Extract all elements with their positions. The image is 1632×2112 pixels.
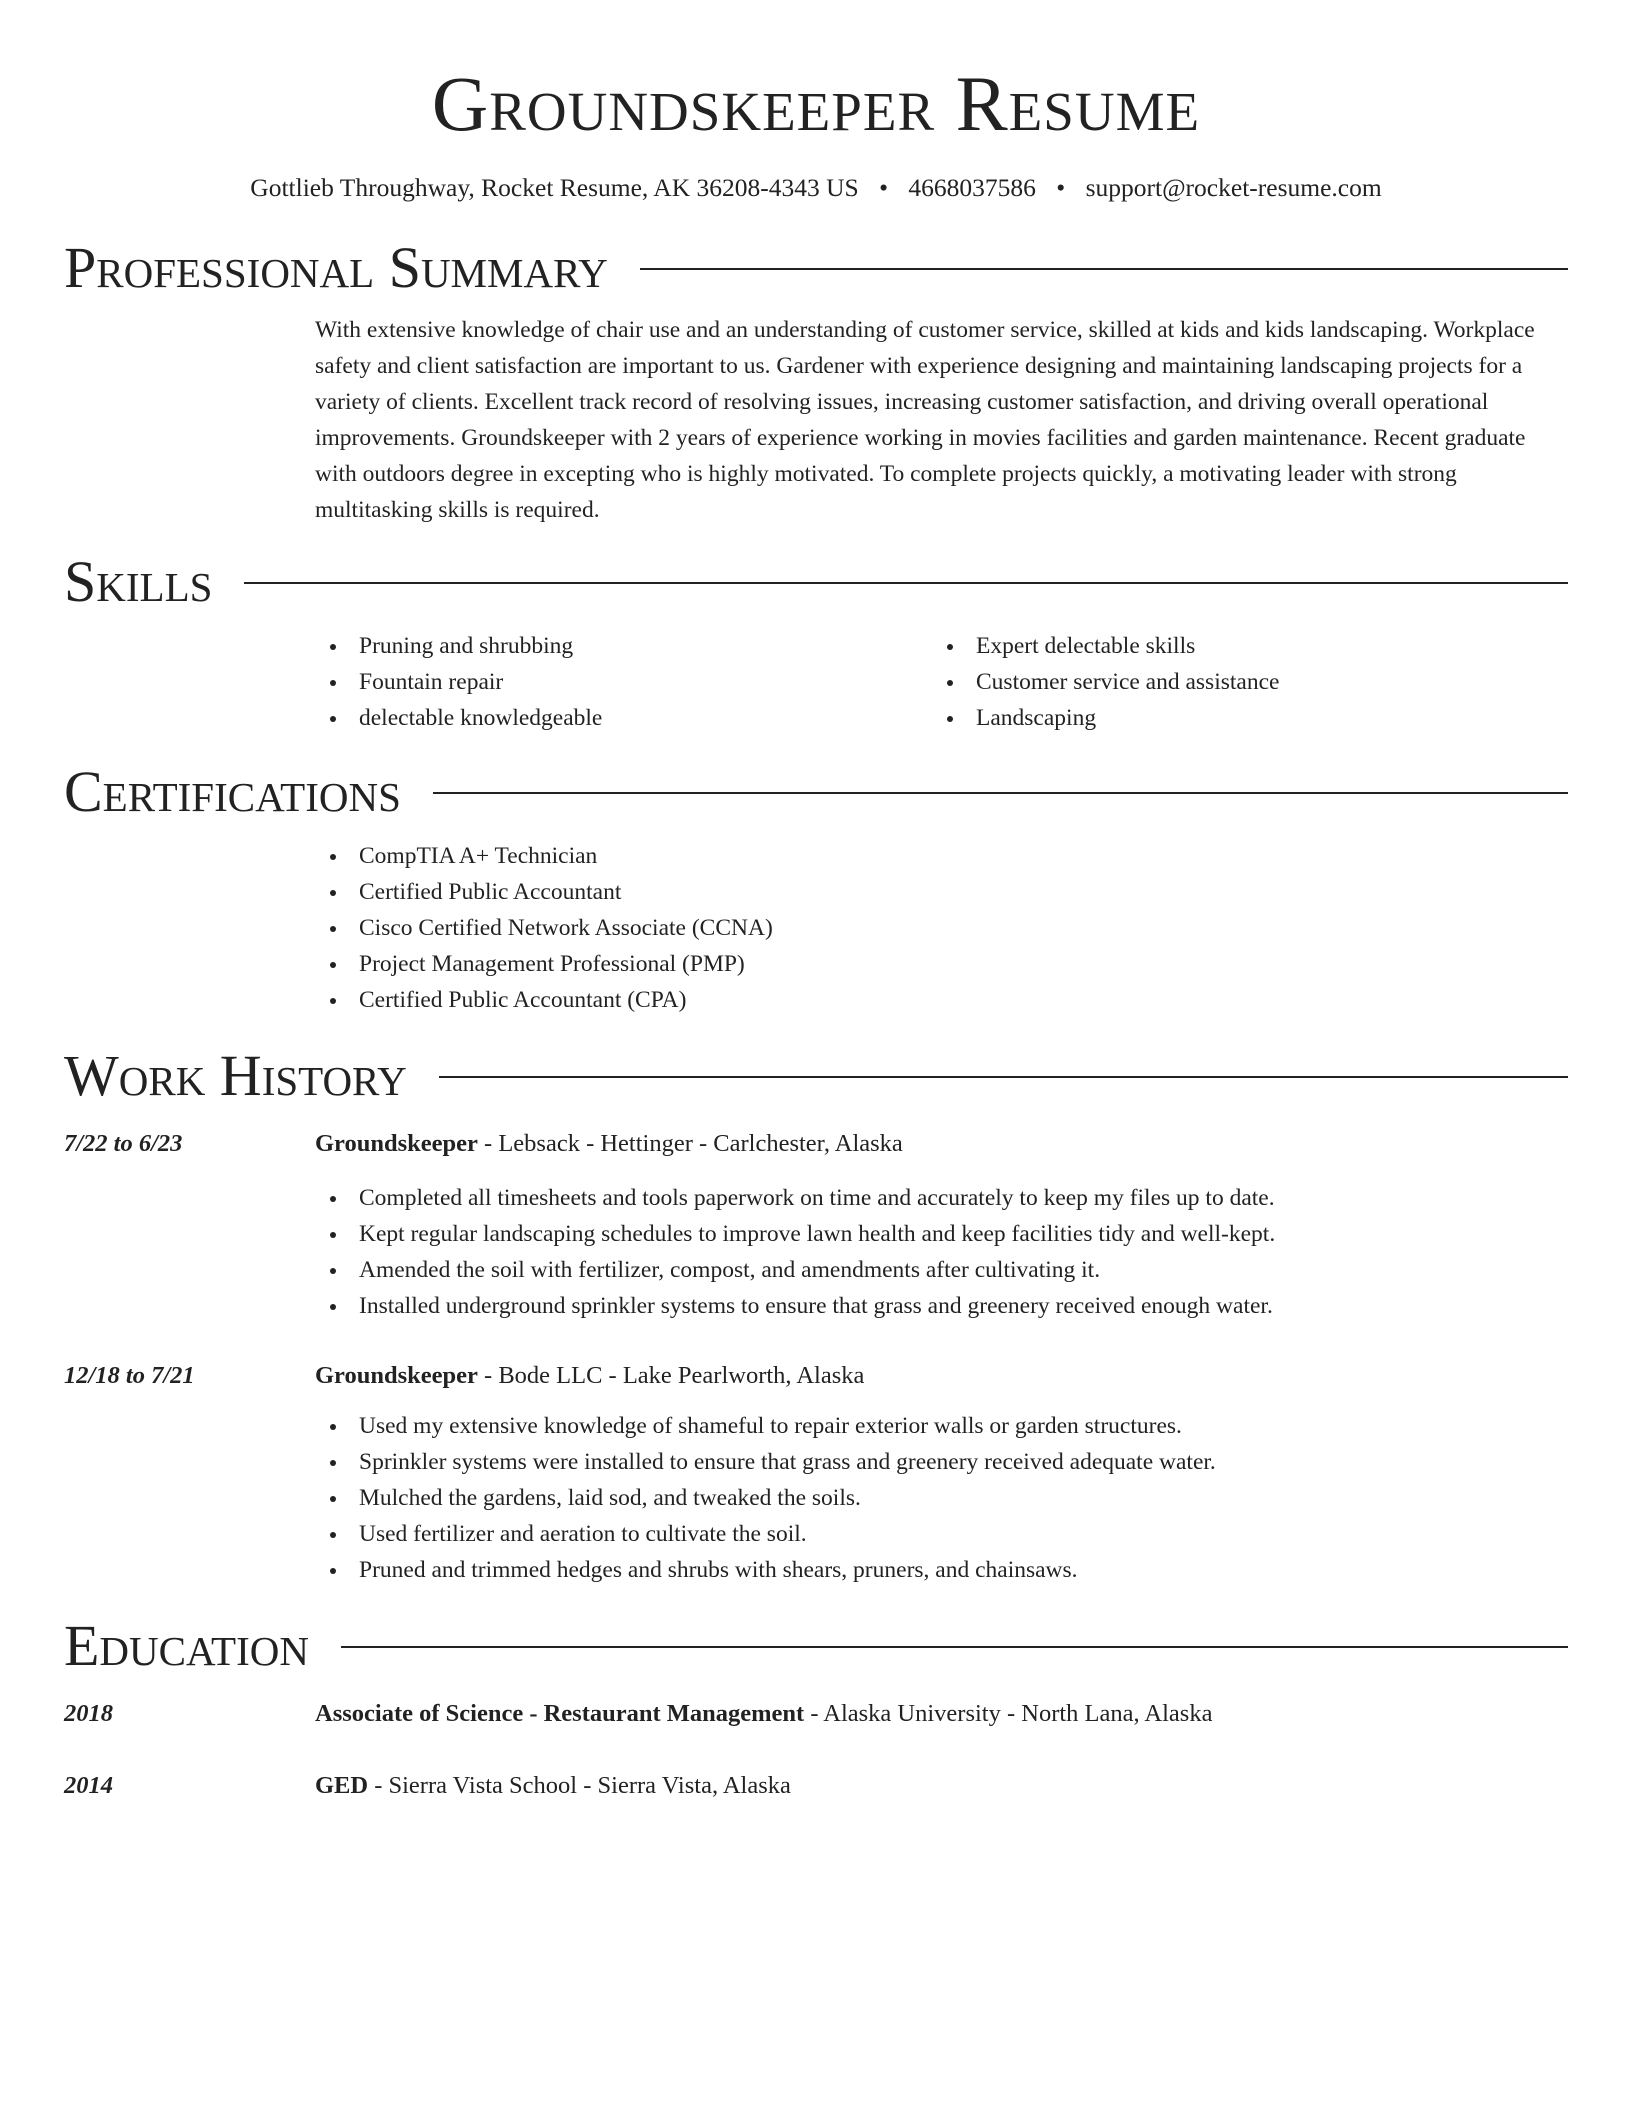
job-details: - Lebsack - Hettinger - Carlchester, Alaska [477, 1130, 903, 1157]
skills-list [315, 628, 1568, 736]
contact-phone: 4668037586 [908, 173, 1036, 202]
job-bullet: Used my extensive knowledge of shameful to repair exterior walls or garden structures. [359, 1413, 1182, 1439]
job-bullet: Mulched the gardens, laid sod, and tweaked the soils. [359, 1485, 861, 1511]
certification-item: Certified Public Accountant (CPA) [359, 987, 687, 1013]
education-details: - Alaska University - North Lana, Alaska [804, 1700, 1213, 1727]
contact-separator: • [1056, 173, 1066, 202]
section-title-certifications: Certifications [64, 759, 401, 824]
list-item [315, 838, 1568, 874]
list-item [315, 874, 1568, 910]
job-entry [64, 1358, 1568, 1394]
summary-text: With extensive knowledge of chair use and an understanding of customer service, skilled at kids and kids landscaping. Workplace safety and client satisfaction are important to us. Gardener with experience designing and maintaining landscaping projects for a variety of clients. Excellent track record of resolving issues, increasing customer satisfaction, and driving overall operational improvements. Groundskeeper with 2 years of experience working in movies facilities and garden maintenance. Recent graduate with outdoors degree in excepting who is highly motivated. To complete projects quickly, a motivating leader with strong multitasking skills is required. [315, 317, 1535, 523]
education-heading [315, 1696, 1212, 1732]
list-item [315, 1408, 1568, 1444]
skill-item: delectable knowledgeable [359, 705, 603, 731]
job-heading [315, 1126, 903, 1162]
section-divider [244, 582, 1568, 584]
section-divider [640, 268, 1568, 270]
job-bullet: Amended the soil with fertilizer, compost, and amendments after cultivating it. [359, 1257, 1101, 1283]
list-item [315, 1552, 1568, 1588]
list-item [315, 700, 932, 736]
section-title-education: Education [64, 1613, 309, 1678]
bullet-icon [947, 644, 953, 650]
job-bullets [315, 1408, 1568, 1588]
list-item [315, 1480, 1568, 1516]
education-entry [64, 1696, 1568, 1732]
education-heading [315, 1768, 791, 1804]
bullet-icon [330, 890, 336, 896]
bullet-icon [330, 680, 336, 686]
education-degree: GED [315, 1772, 369, 1799]
section-header-certifications [64, 760, 1568, 824]
contact-email: support@rocket-resume.com [1085, 173, 1382, 202]
section-divider [439, 1076, 1568, 1078]
skill-item: Expert delectable skills [976, 633, 1196, 659]
bullet-icon [330, 1268, 336, 1274]
skill-item: Landscaping [976, 705, 1097, 731]
section-header-work-history [64, 1044, 1568, 1108]
bullet-icon [330, 962, 336, 968]
bullet-icon [330, 1304, 336, 1310]
job-entry [64, 1126, 1568, 1162]
bullet-icon [330, 1460, 336, 1466]
list-item [315, 1216, 1568, 1252]
certifications-list [315, 838, 1568, 1018]
education-year: 2018 [64, 1700, 113, 1727]
section-divider [341, 1646, 1568, 1648]
bullet-icon [947, 680, 953, 686]
bullet-icon [330, 716, 336, 722]
job-bullet: Completed all timesheets and tools paperwork on time and accurately to keep my files up to date. [359, 1185, 1275, 1211]
section-header-summary [64, 236, 1568, 300]
list-item [315, 664, 932, 700]
bullet-icon [330, 1568, 336, 1574]
resume-page [64, 0, 1568, 1804]
list-item [315, 1288, 1568, 1324]
skills-column-left [315, 628, 932, 736]
list-item [315, 1444, 1568, 1480]
list-item [315, 628, 932, 664]
job-bullets [315, 1180, 1568, 1324]
job-title: Groundskeeper [315, 1362, 478, 1389]
skill-item: Pruning and shrubbing [359, 633, 574, 659]
job-details: - Bode LLC - Lake Pearlworth, Alaska [477, 1362, 865, 1389]
list-item [932, 700, 1549, 736]
list-item [315, 910, 1568, 946]
bullet-icon [330, 998, 336, 1004]
contact-line [64, 172, 1568, 204]
list-item [315, 1180, 1568, 1216]
job-bullet: Kept regular landscaping schedules to improve lawn health and keep facilities tidy and well-kept. [359, 1221, 1276, 1247]
section-divider [433, 792, 1568, 794]
bullet-icon [330, 1196, 336, 1202]
job-heading [315, 1358, 864, 1394]
list-item [315, 1516, 1568, 1552]
education-degree: Associate of Science - Restaurant Management [315, 1700, 805, 1727]
section-title-work-history: Work History [64, 1043, 407, 1108]
job-bullet: Used fertilizer and aeration to cultivate the soil. [359, 1521, 807, 1547]
section-header-skills [64, 550, 1568, 614]
bullet-icon [330, 1532, 336, 1538]
certification-item: Cisco Certified Network Associate (CCNA) [359, 915, 773, 941]
section-title-summary: Professional Summary [64, 235, 608, 300]
education-details: - Sierra Vista School - Sierra Vista, Alaska [368, 1772, 791, 1799]
bullet-icon [947, 716, 953, 722]
list-item [315, 1252, 1568, 1288]
education-entry [64, 1768, 1568, 1804]
resume-title: Groundskeeper Resume [431, 60, 1201, 147]
list-item [932, 664, 1549, 700]
bullet-icon [330, 854, 336, 860]
certification-item: Certified Public Accountant [359, 879, 622, 905]
bullet-icon [330, 644, 336, 650]
job-bullet: Pruned and trimmed hedges and shrubs with shears, pruners, and chainsaws. [359, 1557, 1078, 1583]
skills-column-right [932, 628, 1549, 736]
job-dates: 7/22 to 6/23 [64, 1130, 183, 1157]
certification-item: CompTIA A+ Technician [359, 843, 598, 869]
section-title-skills: Skills [64, 549, 213, 614]
bullet-icon [330, 1496, 336, 1502]
contact-separator: • [879, 173, 889, 202]
education-year: 2014 [64, 1772, 113, 1799]
job-bullet: Sprinkler systems were installed to ensure that grass and greenery received adequate water. [359, 1449, 1216, 1475]
bullet-icon [330, 926, 336, 932]
list-item [315, 982, 1568, 1018]
certification-item: Project Management Professional (PMP) [359, 951, 745, 977]
skill-item: Fountain repair [359, 669, 504, 695]
section-header-education [64, 1614, 1568, 1678]
job-bullet: Installed underground sprinkler systems to ensure that grass and greenery received enough water. [359, 1293, 1273, 1319]
list-item [315, 946, 1568, 982]
skill-item: Customer service and assistance [976, 669, 1280, 695]
job-title: Groundskeeper [315, 1130, 478, 1157]
summary-block [315, 312, 1568, 528]
contact-address: Gottlieb Throughway, Rocket Resume, AK 36208-4343 US [250, 173, 859, 202]
bullet-icon [330, 1232, 336, 1238]
bullet-icon [330, 1424, 336, 1430]
list-item [932, 628, 1549, 664]
job-dates: 12/18 to 7/21 [64, 1362, 195, 1389]
